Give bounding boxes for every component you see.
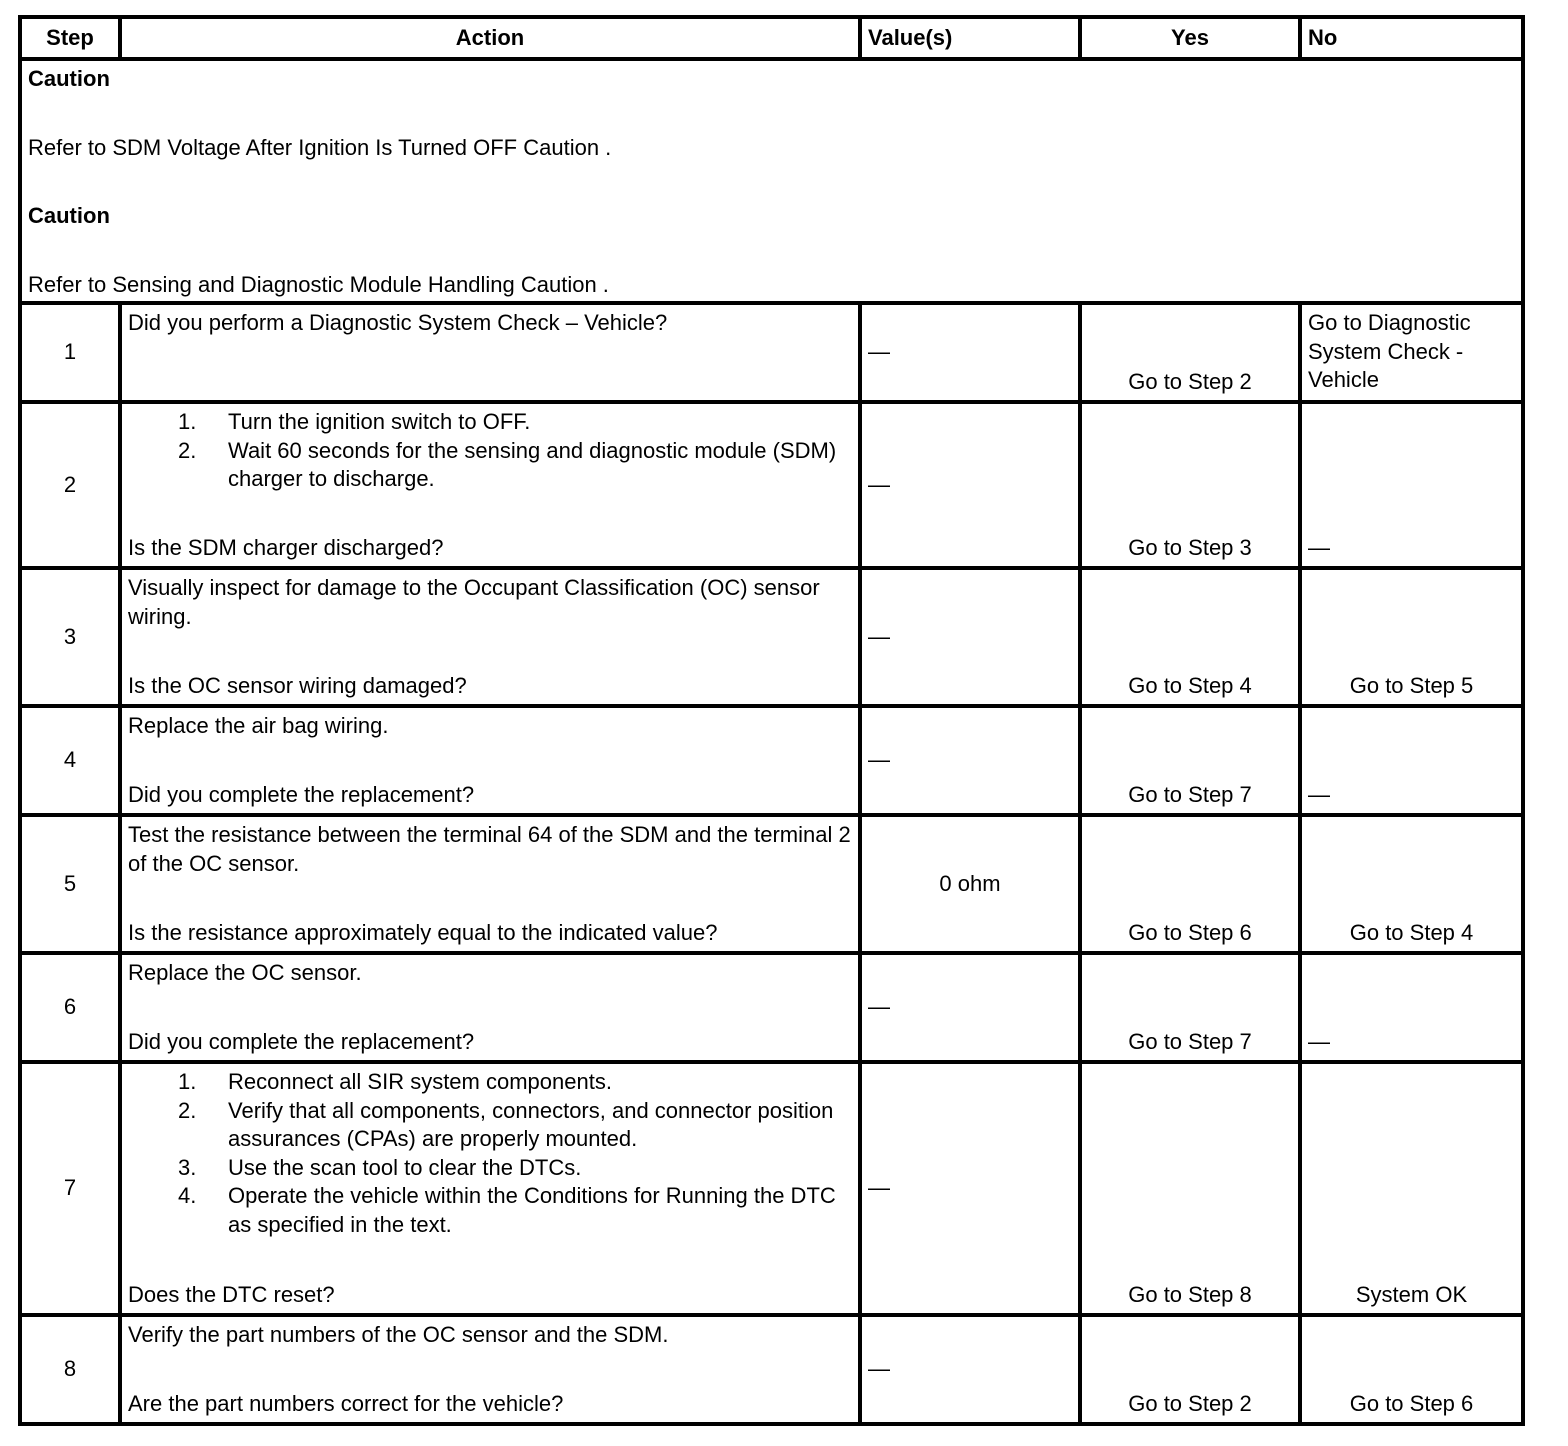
value-cell: — <box>860 706 1080 815</box>
question-text: Are the part numbers correct for the vehicle? <box>128 1390 564 1416</box>
diagnostic-table <box>18 15 1525 1426</box>
action-text: Test the resistance between the terminal 64 of the SDM and the terminal 2 of the OC sensor. <box>128 822 851 876</box>
header-values: Value(s) <box>860 17 1080 59</box>
no-cell: Go to Step 6 <box>1300 1315 1523 1424</box>
action-text: Visually inspect for damage to the Occupant Classification (OC) sensor wiring. <box>128 575 820 629</box>
action-list <box>128 1068 852 1239</box>
yes-cell: Go to Step 3 <box>1080 402 1300 568</box>
step-number: 4 <box>20 706 120 815</box>
yes-cell: Go to Step 2 <box>1080 1315 1300 1424</box>
question-text: Is the SDM charger discharged? <box>128 534 444 560</box>
header-row <box>20 17 1523 59</box>
step-number: 7 <box>20 1062 120 1315</box>
list-item: 2. Wait 60 seconds for the sensing and diagnostic module (SDM) charger to discharge. <box>178 437 837 491</box>
action-cell <box>120 815 860 953</box>
action-cell <box>120 402 860 568</box>
caution-text: Refer to SDM Voltage After Ignition Is Turned OFF Caution . <box>28 134 612 160</box>
action-text: Verify the part numbers of the OC sensor and the SDM. <box>128 1322 669 1347</box>
table-row <box>20 1315 1523 1424</box>
action-cell <box>120 1315 860 1424</box>
list-item: 1. Turn the ignition switch to OFF. <box>178 409 531 434</box>
value-cell: — <box>860 303 1080 402</box>
question-text: Did you complete the replacement? <box>128 781 475 807</box>
header-action: Action <box>120 17 860 59</box>
yes-cell: Go to Step 8 <box>1080 1062 1300 1315</box>
yes-cell: Go to Step 4 <box>1080 568 1300 706</box>
table-row <box>20 568 1523 706</box>
action-text: Replace the air bag wiring. <box>128 713 389 738</box>
table-row <box>20 953 1523 1062</box>
value-cell: — <box>860 1062 1080 1315</box>
no-cell: System OK <box>1300 1062 1523 1315</box>
list-item: 3. Use the scan tool to clear the DTCs. <box>178 1154 582 1180</box>
caution-cell <box>20 59 1523 303</box>
value-cell: — <box>860 568 1080 706</box>
caution-title: Caution <box>28 203 110 228</box>
question-text: Is the OC sensor wiring damaged? <box>128 672 467 698</box>
table-row <box>20 1062 1523 1315</box>
list-item: 4. Operate the vehicle within the Conditions for Running the DTC as specified in the text. <box>178 1183 836 1237</box>
table-row <box>20 303 1523 402</box>
step-number: 8 <box>20 1315 120 1424</box>
step-number: 6 <box>20 953 120 1062</box>
no-cell: Go to Step 4 <box>1300 815 1523 953</box>
no-cell: Go to Diagnostic System Check - Vehicle <box>1300 303 1523 402</box>
value-cell: — <box>860 402 1080 568</box>
question-text: Did you complete the replacement? <box>128 1028 475 1054</box>
step-number: 5 <box>20 815 120 953</box>
step-number: 3 <box>20 568 120 706</box>
no-cell: — <box>1300 953 1523 1062</box>
list-item: 2. Verify that all components, connectors, and connector position assurances (CPAs) are properly mounted. <box>178 1097 834 1151</box>
yes-cell: Go to Step 2 <box>1080 303 1300 402</box>
header-no: No <box>1300 17 1523 59</box>
no-cell: Go to Step 5 <box>1300 568 1523 706</box>
table-row <box>20 402 1523 568</box>
header-step: Step <box>20 17 120 59</box>
action-cell <box>120 953 860 1062</box>
action-text: Did you perform a Diagnostic System Check – Vehicle? <box>120 303 860 402</box>
action-list <box>128 408 852 494</box>
caution-title: Caution <box>28 66 110 91</box>
table-row <box>20 815 1523 953</box>
table-row <box>20 706 1523 815</box>
list-item: 1. Reconnect all SIR system components. <box>178 1069 612 1094</box>
question-text: Does the DTC reset? <box>128 1281 335 1307</box>
yes-cell: Go to Step 7 <box>1080 706 1300 815</box>
header-yes: Yes <box>1080 17 1300 59</box>
value-cell: 0 ohm <box>860 815 1080 953</box>
step-number: 2 <box>20 402 120 568</box>
step-number: 1 <box>20 303 120 402</box>
action-text: Replace the OC sensor. <box>128 960 362 985</box>
no-cell: — <box>1300 402 1523 568</box>
no-cell: — <box>1300 706 1523 815</box>
value-cell: — <box>860 953 1080 1062</box>
action-cell <box>120 568 860 706</box>
caution-text: Refer to Sensing and Diagnostic Module Handling Caution . <box>28 271 609 297</box>
action-cell <box>120 706 860 815</box>
yes-cell: Go to Step 6 <box>1080 815 1300 953</box>
question-text: Is the resistance approximately equal to the indicated value? <box>128 919 718 945</box>
value-cell: — <box>860 1315 1080 1424</box>
yes-cell: Go to Step 7 <box>1080 953 1300 1062</box>
action-cell <box>120 1062 860 1315</box>
caution-row <box>20 59 1523 303</box>
